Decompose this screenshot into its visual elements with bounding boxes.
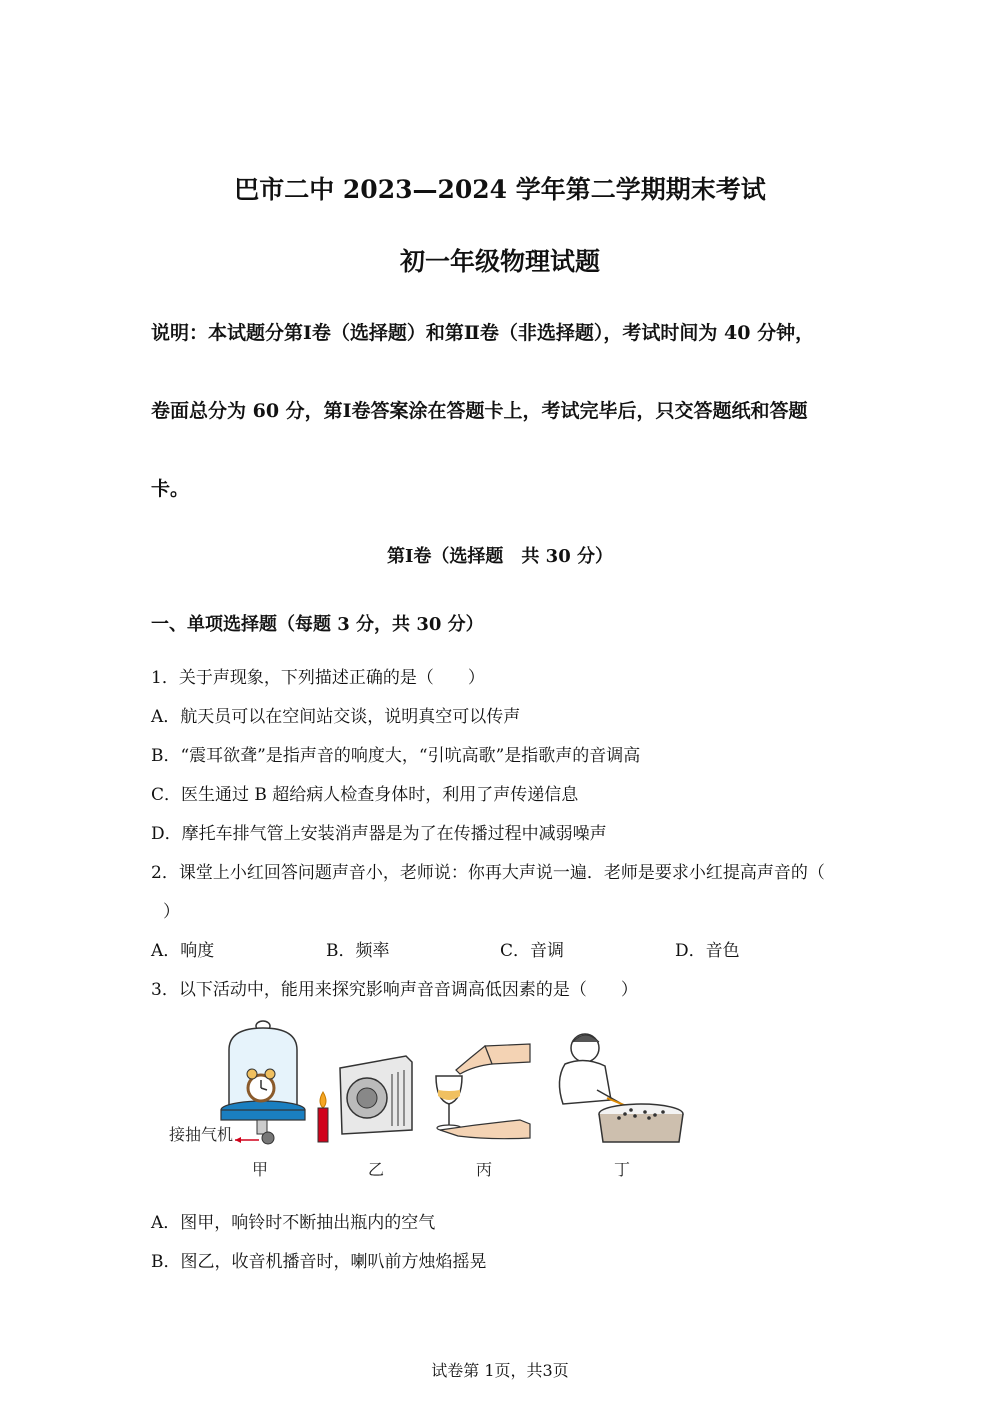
q2-option-d: D．音色 <box>675 941 740 961</box>
part-heading: 第Ⅰ卷（选择题 共 30 分） <box>386 546 613 567</box>
instructions-line-2: 卷面总分为 60 分，第Ⅰ卷答案涂在答题卡上，考试完毕后，只交答题纸和答题 <box>151 400 808 422</box>
q2-option-b: B．频率 <box>326 941 390 961</box>
q2-option-c: C．音调 <box>500 941 565 961</box>
wine-glass-illustration <box>430 1040 540 1150</box>
q2-stem-cont: ） <box>163 902 180 922</box>
figure-label-bing: 丙 <box>476 1160 493 1179</box>
q1-option-b: B．“震耳欲聋”是指声音的响度大，“引吭高歌”是指歌声的音调高 <box>151 746 641 766</box>
page-footer: 试卷第 1页，共3页 <box>431 1361 569 1380</box>
q2-stem: 2．课堂上小红回答问题声音小，老师说：你再大声说一遍．老师是要求小红提高声音的（ <box>151 863 825 883</box>
q1-option-d: D．摩托车排气管上安装消声器是为了在传播过程中减弱噪声 <box>151 824 607 844</box>
q1-option-a: A．航天员可以在空间站交谈，说明真空可以传声 <box>151 707 521 727</box>
instructions-line-3: 卡。 <box>151 478 190 500</box>
exam-title: 巴市二中 2023—2024 学年第二学期期末考试 <box>234 175 766 204</box>
q2-option-a: A．响度 <box>151 941 215 961</box>
section-heading: 一、单项选择题（每题 3 分，共 30 分） <box>151 614 484 635</box>
q3-option-b: B．图乙，收音机播音时，喇叭前方烛焰摇晃 <box>151 1252 487 1272</box>
figure-label-ding: 丁 <box>614 1160 631 1179</box>
candle-radio-illustration <box>312 1050 422 1150</box>
pump-label: 接抽气机 <box>169 1125 234 1144</box>
instructions-line-1: 说明：本试题分第Ⅰ卷（选择题）和第Ⅱ卷（非选择题），考试时间为 40 分钟， <box>151 322 815 344</box>
figure-label-yi: 乙 <box>368 1160 385 1179</box>
drum-illustration <box>545 1030 690 1150</box>
exam-subtitle: 初一年级物理试题 <box>399 247 600 276</box>
q1-stem: 1．关于声现象，下列描述正确的是（ ） <box>151 668 485 688</box>
q3-stem: 3．以下活动中，能用来探究影响声音音调高低因素的是（ ） <box>151 980 638 1000</box>
q1-option-c: C．医生通过 B 超给病人检查身体时，利用了声传递信息 <box>151 785 579 805</box>
figure-label-jia: 甲 <box>252 1160 269 1179</box>
q3-option-a: A．图甲，响铃时不断抽出瓶内的空气 <box>151 1213 436 1233</box>
